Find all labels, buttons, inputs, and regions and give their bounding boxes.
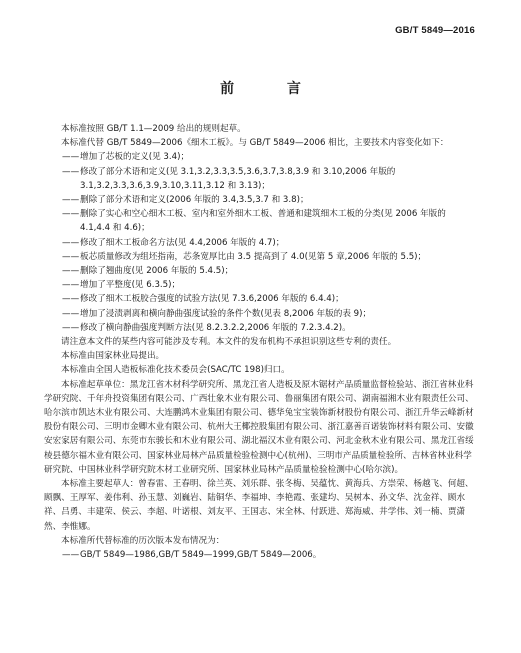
- proposer: 本标准由国家林业局提出。: [61, 351, 165, 362]
- dash-mark: ——: [62, 195, 80, 206]
- main-drafters: 本标准主要起草人：曾春雷、王春明、徐兰英、刘乐群、张冬梅、吴蕴忱、黄海兵、方崇荣、杨越飞、何超、顾飘、王厚军、姜伟利、孙玉慧、刘巍岩、陆铜华、李福坤、李艳霞、张建均、吴树本、孙文华、沈金祥、顾水祥、吕勇、丰建荣、侯云、李超、叶诺根、刘友平、王国志、宋全林、付跃进、郑海威、井学伟、刘一楠、贾潇然、李惟娜。: [44, 479, 474, 532]
- dash-mark: ——: [62, 266, 80, 277]
- dash-mark: ——: [62, 550, 80, 561]
- dash-mark: ——: [62, 152, 80, 163]
- dash-mark: ——: [62, 237, 80, 248]
- dash-mark: ——: [62, 209, 80, 220]
- list-item: ——板芯质量修改为组坯指南，芯条宽厚比由 3.5 提高到了 4.0(见第 5 章,2006 年版的 5.5)；: [62, 250, 476, 264]
- list-item: ——修改了横向静曲强度判断方法(见 8.2.3.2.2,2006 年版的 7.2.3.4.2)。: [62, 321, 476, 335]
- list-item: ——删除了部分术语和定义(2006 年版的 3.4,3.5,3.7 和 3.8)；: [62, 193, 476, 207]
- list-item: ——增加了平整度(见 6.3.5)；: [62, 278, 476, 292]
- centralizing-unit: 本标准由全国人造板标准化技术委员会(SAC/TC 198)归口。: [61, 365, 290, 376]
- dash-mark: ——: [62, 251, 80, 262]
- history-intro: 本标准所代替标准的历次版本发布情况为：: [61, 535, 225, 546]
- list-item: ——删除了翘曲度(见 2006 年版的 5.4.5)；: [62, 264, 476, 278]
- foreword-body: [44, 122, 476, 562]
- dash-mark: ——: [62, 308, 80, 319]
- page-title: 前 言: [220, 81, 325, 97]
- list-item: ——增加了浸渍剥离和横向静曲强度试验的条件个数(见表 8,2006 年版的表 9)；: [62, 307, 476, 321]
- dash-mark: ——: [62, 166, 80, 177]
- changes-list: [44, 150, 476, 335]
- list-item: ——删除了实心和空心细木工板、室内和室外细木工板、普通和建筑细木工板的分类(见 2006 年版的 4.1,4.4 和 4.6)；: [62, 209, 446, 234]
- dash-mark: ——: [62, 280, 80, 291]
- dash-mark: ——: [62, 294, 80, 305]
- standard-code: GB/T 5849—2016: [395, 25, 475, 36]
- list-item: ——修改了部分术语和定义(见 3.1,3.2,3.3,3.5,3.6,3.7,3.8,3.9 和 3.10,2006 年版的 3.1,3.2,3.3,3.6,3.9,3.10,3.11,3.12 和 3.13)；: [62, 166, 396, 191]
- dash-mark: ——: [62, 322, 80, 333]
- list-item: ——增加了芯板的定义(见 3.4)；: [62, 150, 476, 164]
- paragraph: 本标准按照 GB/T 1.1—2009 给出的规则起草。: [61, 124, 246, 134]
- list-item: ——修改了细木工板胶合强度的试验方法(见 7.3.6,2006 年版的 6.4.4)；: [62, 292, 476, 306]
- history-item: ——GB/T 5849—1986,GB/T 5849—1999,GB/T 5849—2006。: [62, 548, 476, 562]
- list-item: ——修改了细木工板命名方法(见 4.4,2006 年版的 4.7)；: [62, 236, 476, 250]
- patent-notice: 请注意本文件的某些内容可能涉及专利。本文件的发布机构不承担识别这些专利的责任。: [61, 337, 397, 348]
- drafting-organizations: 本标准起草单位：黑龙江省木材科学研究所、黑龙江省人造板及原木锯材产品质量监督检验站、浙江省林业科学研究院、千年舟投资集团有限公司、广西壮象木业有限公司、鲁丽集团有限公司、湖南福湘木业有限责任公司、哈尔滨市凯达木业有限公司、大连鹏鸿木业集团有限公司、德华兔宝宝装饰新材股份有限公司、浙江升华云峰新材股份有限公司、三明市金卿木业有限公司、杭州大王椰控股集团有限公司、浙江嘉善百诺装饰材料有限公司、安徽安宏家居有限公司、东莞市东骏长和木业有限公司、湖北福汉木业有限公司、河北金秋木业有限公司、黑龙江省绥棱县德尔福木业有限公司、国家林业局林产品质量检验检测中心(杭州)、三明市产品质量检验所、吉林省林业科学研究院、中国林业科学研究院木材工业研究所、国家林业局林产品质量检验检测中心(哈尔滨)。: [44, 379, 474, 475]
- paragraph: 本标准代替 GB/T 5849—2006《细木工板》。与 GB/T 5849—2006 相比，主要技术内容变化如下：: [61, 138, 449, 149]
